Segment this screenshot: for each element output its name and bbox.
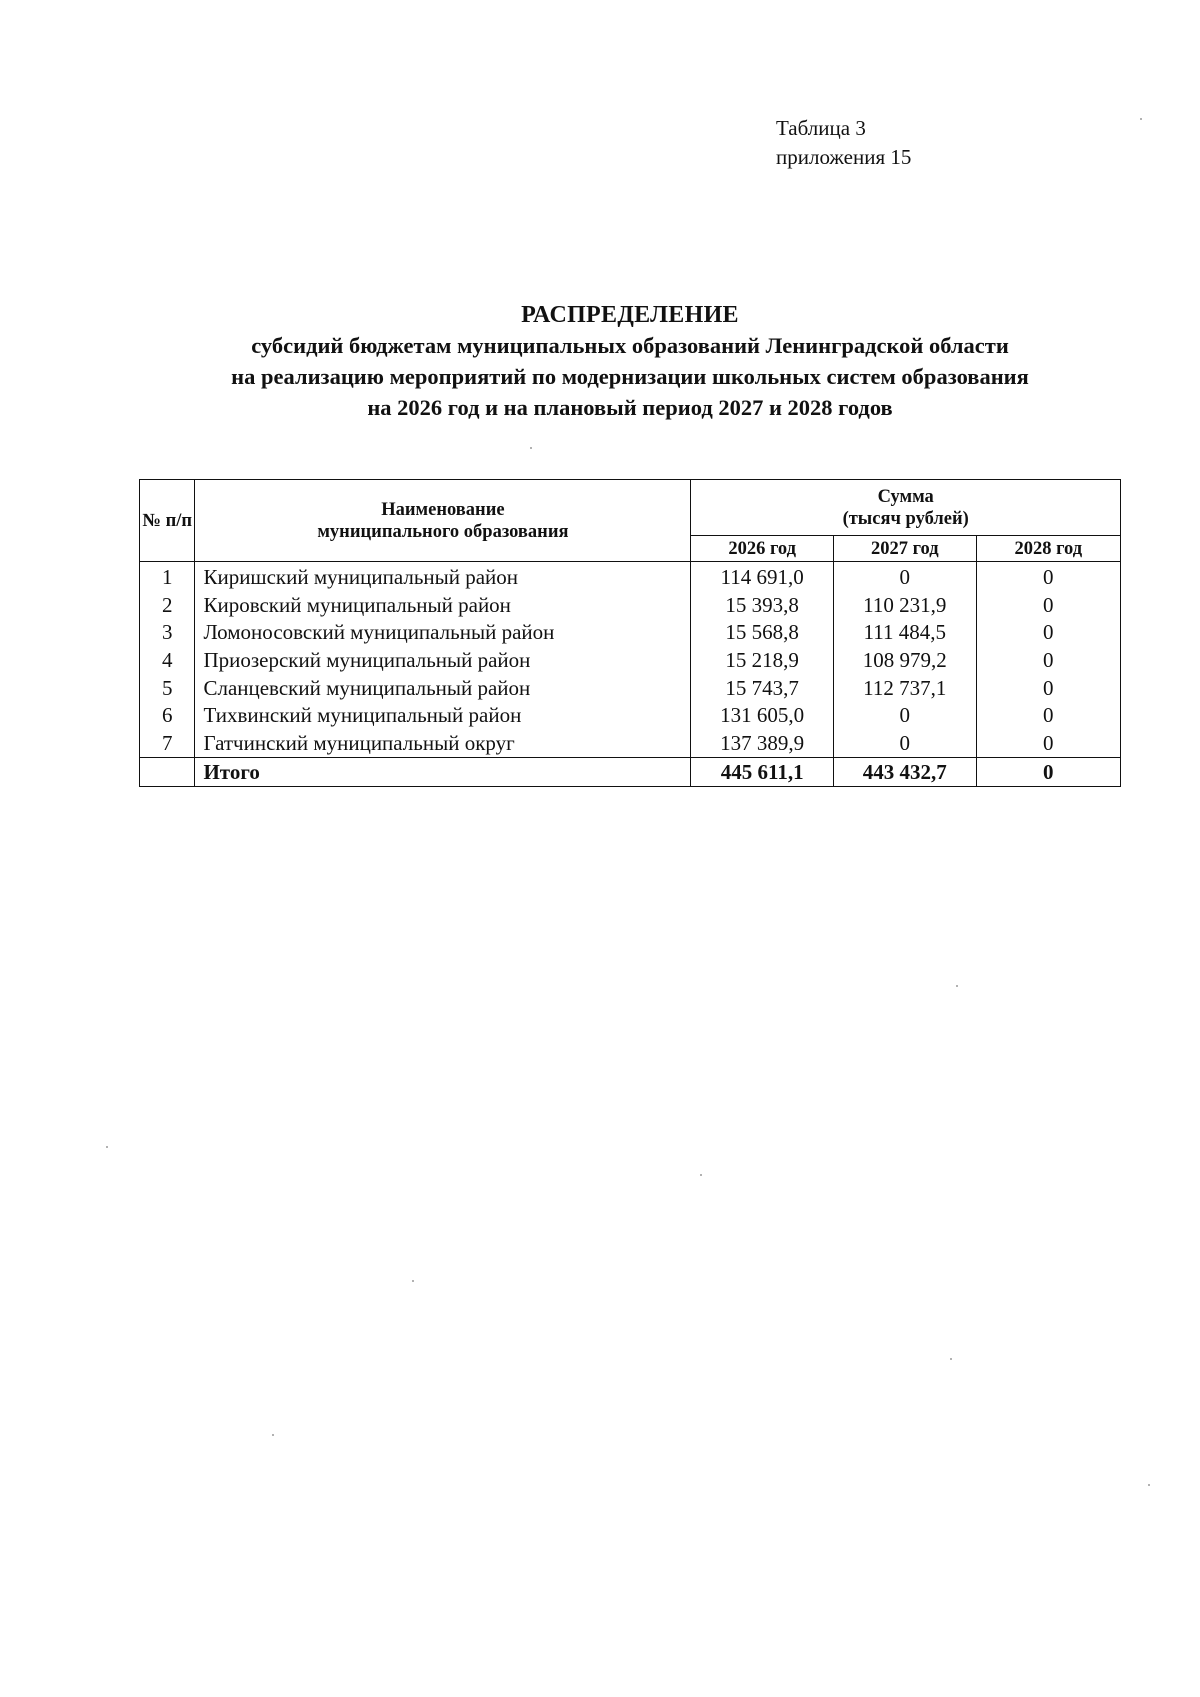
row-name: Гатчинский муниципальный округ (195, 729, 691, 757)
row-value-2026: 15 218,9 (691, 646, 834, 674)
row-num: 4 (140, 646, 195, 674)
total-num-cell (140, 757, 195, 786)
row-value-2027: 110 231,9 (833, 591, 976, 619)
scan-speck (1140, 118, 1142, 120)
table-row (140, 619, 1121, 647)
row-value-2026: 15 743,7 (691, 674, 834, 702)
total-value-2026: 445 611,1 (691, 757, 834, 786)
table-header (140, 480, 1121, 562)
header-name (195, 480, 691, 562)
row-value-2028: 0 (976, 591, 1120, 619)
row-value-2028: 0 (976, 674, 1120, 702)
scan-speck (272, 1434, 274, 1436)
heading-line-2: на реализацию мероприятий по модернизации школьных систем образования (231, 364, 1029, 389)
header-num: № п/п (140, 480, 195, 562)
row-value-2028: 0 (976, 646, 1120, 674)
row-value-2027: 108 979,2 (833, 646, 976, 674)
header-name-line-2: муниципального образования (317, 521, 569, 542)
scan-speck (106, 1146, 108, 1148)
scan-speck (530, 447, 532, 449)
reference-appendix: приложения 15 (776, 145, 912, 169)
row-value-2028: 0 (976, 562, 1120, 592)
row-value-2028: 0 (976, 701, 1120, 729)
row-value-2026: 15 393,8 (691, 591, 834, 619)
header-sum-line-1: Сумма (877, 486, 934, 507)
row-num: 5 (140, 674, 195, 702)
row-value-2027: 0 (833, 729, 976, 757)
table-reference (776, 114, 911, 172)
table-row (140, 674, 1121, 702)
row-value-2026: 114 691,0 (691, 562, 834, 592)
table-row (140, 701, 1121, 729)
reference-table-number: Таблица 3 (776, 116, 866, 140)
scan-speck (1148, 1484, 1150, 1486)
header-sum-line-2: (тысяч рублей) (842, 508, 969, 529)
total-label: Итого (195, 757, 691, 786)
row-value-2027: 0 (833, 701, 976, 729)
row-value-2027: 0 (833, 562, 976, 592)
scan-speck (950, 1358, 952, 1360)
total-value-2027: 443 432,7 (833, 757, 976, 786)
heading-line-1: субсидий бюджетам муниципальных образований Ленинградской области (251, 333, 1009, 358)
table-body (140, 562, 1121, 758)
header-year-2028: 2028 год (976, 536, 1120, 562)
row-value-2028: 0 (976, 619, 1120, 647)
total-value-2028: 0 (976, 757, 1120, 786)
header-year-2026: 2026 год (691, 536, 834, 562)
heading-line-3: на 2026 год и на плановый период 2027 и 2028 годов (367, 395, 893, 420)
scan-speck (700, 1174, 702, 1176)
row-name: Приозерский муниципальный район (195, 646, 691, 674)
row-value-2028: 0 (976, 729, 1120, 757)
row-value-2026: 131 605,0 (691, 701, 834, 729)
row-num: 7 (140, 729, 195, 757)
document-title: РАСПРЕДЕЛЕНИЕ (521, 302, 739, 328)
table-row (140, 646, 1121, 674)
row-name: Ломоносовский муниципальный район (195, 619, 691, 647)
row-name: Киришский муниципальный район (195, 562, 691, 592)
header-name-line-1: Наименование (381, 499, 505, 520)
row-num: 2 (140, 591, 195, 619)
table-row (140, 591, 1121, 619)
header-row-top (140, 480, 1121, 536)
row-num: 1 (140, 562, 195, 592)
table-row (140, 562, 1121, 592)
row-value-2026: 137 389,9 (691, 729, 834, 757)
row-name: Сланцевский муниципальный район (195, 674, 691, 702)
row-num: 3 (140, 619, 195, 647)
distribution-table (139, 479, 1121, 787)
table-row (140, 729, 1121, 757)
row-value-2026: 15 568,8 (691, 619, 834, 647)
total-row (140, 757, 1121, 786)
document-heading (0, 300, 1200, 423)
scan-speck (412, 1280, 414, 1282)
row-name: Кировский муниципальный район (195, 591, 691, 619)
scan-speck (956, 985, 958, 987)
row-value-2027: 112 737,1 (833, 674, 976, 702)
header-sum (691, 480, 1121, 536)
row-value-2027: 111 484,5 (833, 619, 976, 647)
row-num: 6 (140, 701, 195, 729)
row-name: Тихвинский муниципальный район (195, 701, 691, 729)
table-footer (140, 757, 1121, 786)
header-year-2027: 2027 год (833, 536, 976, 562)
